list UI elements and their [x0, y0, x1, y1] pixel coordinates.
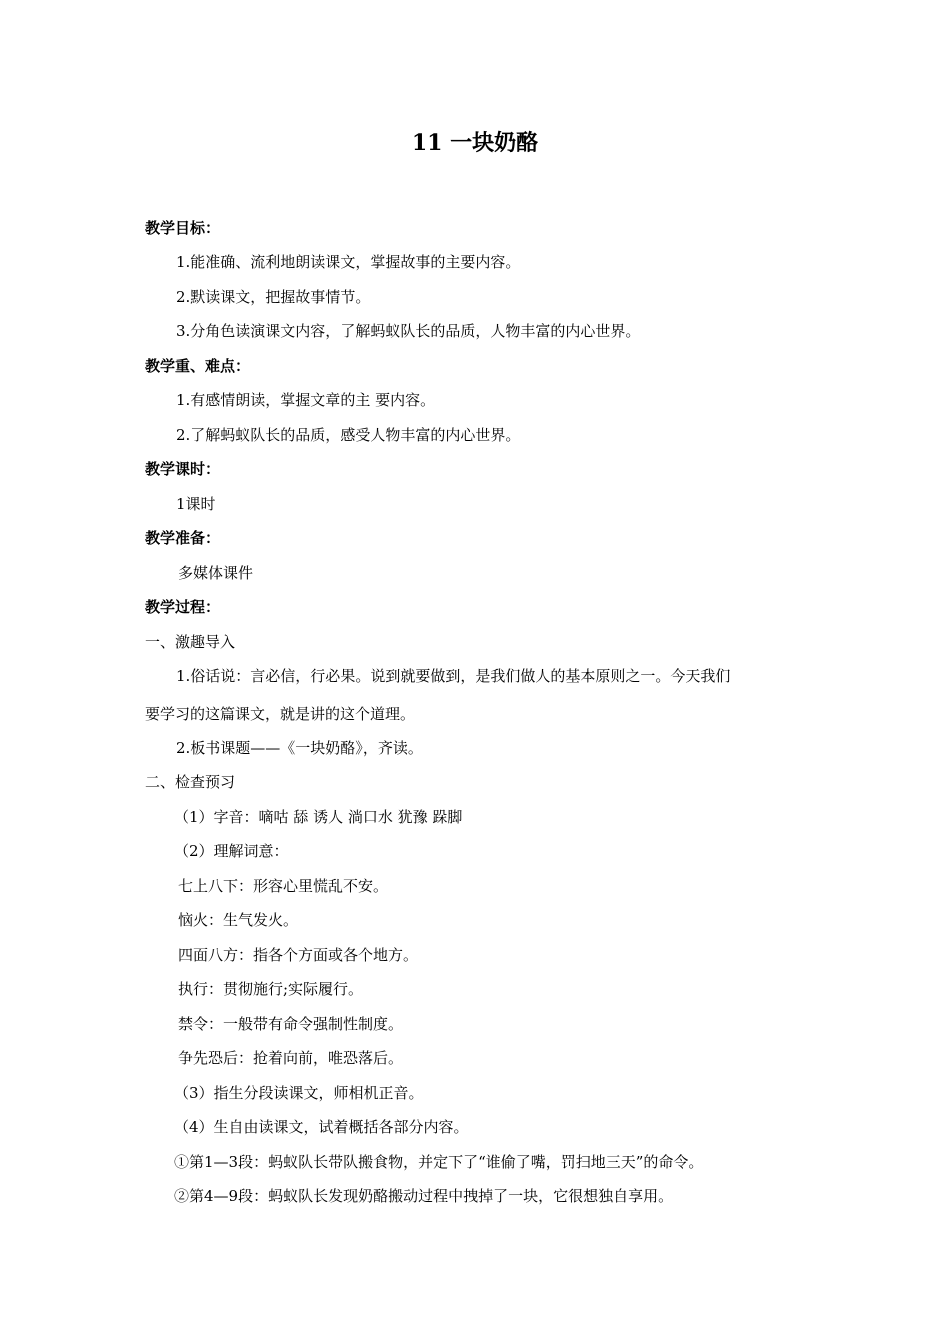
- section-title: 一、激趣导入: [145, 633, 236, 651]
- summary-part: ②第4—9段：蚂蚁队长发现奶酪搬动过程中拽掉了一块，它很想独自享用。: [174, 1187, 674, 1205]
- summary-part: ①第1—3段：蚂蚁队长带队搬食物，并定下了“谁偷了嘴，罚扫地三天”的命令。: [174, 1153, 704, 1171]
- vocab-item: 禁令：一般带有命令强制性制度。: [178, 1015, 404, 1033]
- paragraph-continued: 要学习的这篇课文，就是讲的这个道理。: [145, 705, 416, 723]
- objective-item: 2.默读课文，把握故事情节。: [176, 288, 371, 306]
- process-heading: 教学过程：: [145, 598, 221, 616]
- page-title: 11 一块奶酪: [411, 130, 539, 156]
- hours-heading: 教学课时：: [145, 460, 221, 478]
- hours-value: 1课时: [176, 495, 216, 513]
- key-point-item: 1.有感情朗读，掌握文章的主 要内容。: [176, 391, 436, 409]
- vocab-item: 恼火：生气发火。: [178, 911, 299, 929]
- objective-item: 1.能准确、流利地朗读课文，掌握故事的主要内容。: [176, 253, 521, 271]
- key-point-item: 2.了解蚂蚁队长的品质，感受人物丰富的内心世界。: [176, 426, 521, 444]
- section-title: 二、检查预习: [145, 773, 236, 791]
- vocab-item: 七上八下：形容心里慌乱不安。: [178, 877, 389, 895]
- step-item: （4）生自由读课文，试着概括各部分内容。: [174, 1118, 469, 1136]
- prep-value: 多媒体课件: [178, 564, 254, 582]
- vocab-heading: （2）理解词意：: [174, 842, 289, 860]
- step-item: （3）指生分段读课文，师相机正音。: [174, 1084, 424, 1102]
- vocab-item: 争先恐后：抢着向前，唯恐落后。: [178, 1049, 404, 1067]
- vocab-item: 执行：贯彻施行;实际履行。: [178, 980, 364, 998]
- key-points-heading: 教学重、难点：: [145, 357, 251, 375]
- vocab-item: 四面八方：指各个方面或各个地方。: [178, 946, 419, 964]
- pronunciation-line: （1）字音：嘀咕 舔 诱人 淌口水 犹豫 跺脚: [174, 808, 463, 826]
- paragraph: 1.俗话说：言必信，行必果。说到就要做到，是我们做人的基本原则之一。今天我们: [176, 667, 731, 685]
- objectives-heading: 教学目标：: [145, 219, 221, 237]
- paragraph: 2.板书课题——《一块奶酪》，齐读。: [176, 739, 423, 757]
- objective-item: 3.分角色读演课文内容，了解蚂蚁队长的品质，人物丰富的内心世界。: [176, 322, 641, 340]
- prep-heading: 教学准备：: [145, 529, 221, 547]
